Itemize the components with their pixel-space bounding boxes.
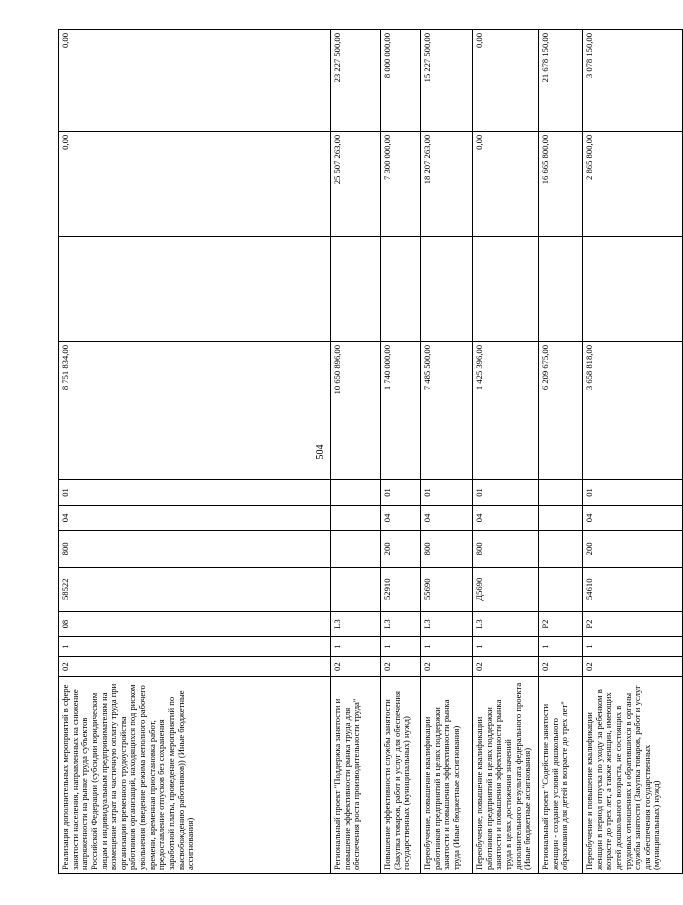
subsection-code-cell [539,480,583,505]
budget-table [58,29,683,874]
amount-year2-cell: 18 207 263,00 [421,131,473,236]
amount-year3-cell: 23 227 500,00 [331,30,381,132]
amount-year1-cell: 6 209 675,00 [539,341,583,479]
row-name-cell: Переобучение, повышение квалификации работников предприятий в целях поддержки занятости и повышения эффективности рынка труда (Иные бюджетные ассигнования) [421,677,473,874]
subsection-code-cell: 01 [421,480,473,505]
subprogram-code-cell: 1 [473,637,539,657]
subsection-code-cell: 01 [381,480,421,505]
amount-year2-cell: 25 507 263,00 [331,131,381,236]
amount-year1-cell: 8 751 834,00 [59,341,331,479]
amount-year1-cell: 3 658 818,00 [583,341,683,479]
amount-year2-cell: 7 300 000,00 [381,131,421,236]
amount-year2-cell: 0,00 [59,131,331,236]
section-code-cell: 04 [583,505,683,530]
amount-extra-cell [473,236,539,341]
amount-extra-cell [539,236,583,341]
amount-extra-cell [421,236,473,341]
project-code-cell: L3 [381,611,421,636]
project-code-cell: P2 [583,611,683,636]
table-row [583,30,683,874]
section-code-cell: 04 [59,505,331,530]
table-row [381,30,421,874]
amount-year3-cell: 0,00 [59,30,331,132]
subprogram-code-cell: 1 [583,637,683,657]
row-name-cell: Переобучение и повышение квалификации женщин в период отпуска по уходу за ребенком в возрасте до трех лет, а также женщин, имеющих детей дошкольного возраста, не состоящих в трудовых отношениях и обратившихся в органы службы занятости (Закупка товаров, работ и услуг для обеспечения государственных (муниципальных) нужд) [583,677,683,874]
section-code-cell [539,505,583,530]
expense-type-cell [331,531,381,568]
section-code-cell: 04 [421,505,473,530]
program-code-cell: 02 [473,657,539,677]
expense-type-cell: 200 [583,531,683,568]
subsection-code-cell: 01 [473,480,539,505]
amount-year1-cell: 1 425 396,00 [473,341,539,479]
amount-year1-cell: 7 485 500,00 [421,341,473,479]
section-code-cell [331,505,381,530]
row-name-cell: Переобучение, повышение квалификации работников предприятий в целях поддержки занятости и повышения эффективности рынка труда в целях достижения значений дополнительного результата федерального проекта (Иные бюджетные ассигнования) [473,677,539,874]
project-code-cell: 08 [59,611,331,636]
amount-year3-cell: 0,00 [473,30,539,132]
subsection-code-cell: 01 [583,480,683,505]
row-name-cell: Региональный проект "Содействие занятости женщин - создание условий дошкольного образования для детей в возрасте до трех лет" [539,677,583,874]
target-article-cell: 58522 [59,567,331,611]
table-row [539,30,583,874]
program-code-cell: 02 [583,657,683,677]
section-code-cell: 04 [381,505,421,530]
subsection-code-cell: 01 [59,480,331,505]
project-code-cell: L3 [421,611,473,636]
amount-year3-cell: 15 227 500,00 [421,30,473,132]
row-name-cell: Повышение эффективности службы занятости (Закупка товаров, работ и услуг для обеспечения государственных (муниципальных) нужд) [381,677,421,874]
expense-type-cell: 800 [473,531,539,568]
row-name-cell: Региональный проект "Поддержка занятости и повышение эффективности рынка труда для обеспечения роста производительности труда" [331,677,381,874]
expense-type-cell: 800 [421,531,473,568]
row-name-cell: Реализация дополнительных мероприятий в сфере занятости населения, направленных на снижение напряженности на рынке труда субъектов Российской Федерации (субсидии юридическим лицам и индивидуальным предпринимателям на возмещение затрат на частичную оплату труда при организации временного трудоустройства работников организаций, находящихся под риском увольнения (введение режима неполного рабочего времени, временная приостановка работ, предоставление отпусков без сохранения заработной платы, проведение мероприятий по высвобождению работников)) (Иные бюджетные ассигнования) [59,677,331,874]
amount-year2-cell: 0,00 [473,131,539,236]
subprogram-code-cell: 1 [59,637,331,657]
amount-extra-cell [583,236,683,341]
subprogram-code-cell: 1 [331,637,381,657]
amount-year3-cell: 21 678 150,00 [539,30,583,132]
section-code-cell: 04 [473,505,539,530]
subprogram-code-cell: 1 [539,637,583,657]
amount-year1-cell: 10 650 896,00 [331,341,381,479]
project-code-cell: L3 [473,611,539,636]
subprogram-code-cell: 1 [381,637,421,657]
budget-table-sheet [58,29,662,874]
amount-year1-cell: 1 740 000,00 [381,341,421,479]
target-article-cell [331,567,381,611]
table-row [59,30,331,874]
amount-extra-cell [381,236,421,341]
table-row [473,30,539,874]
program-code-cell: 02 [421,657,473,677]
target-article-cell: 52910 [381,567,421,611]
amount-extra-cell [59,236,331,341]
target-article-cell: 54610 [583,567,683,611]
expense-type-cell: 200 [381,531,421,568]
expense-type-cell [539,531,583,568]
program-code-cell: 02 [331,657,381,677]
target-article-cell: 55690 [421,567,473,611]
subprogram-code-cell: 1 [421,637,473,657]
amount-year2-cell: 16 665 800,00 [539,131,583,236]
target-article-cell: Д5690 [473,567,539,611]
subsection-code-cell [331,480,381,505]
amount-extra-cell [331,236,381,341]
target-article-cell [539,567,583,611]
table-row [331,30,381,874]
project-code-cell: L3 [331,611,381,636]
expense-type-cell: 800 [59,531,331,568]
table-body [59,30,683,874]
project-code-cell: P2 [539,611,583,636]
amount-year3-cell: 8 000 000,00 [381,30,421,132]
program-code-cell: 02 [59,657,331,677]
table-row [421,30,473,874]
program-code-cell: 02 [381,657,421,677]
program-code-cell: 02 [539,657,583,677]
amount-year3-cell: 3 078 150,00 [583,30,683,132]
page-number: 504 [315,444,326,460]
amount-year2-cell: 2 865 800,00 [583,131,683,236]
